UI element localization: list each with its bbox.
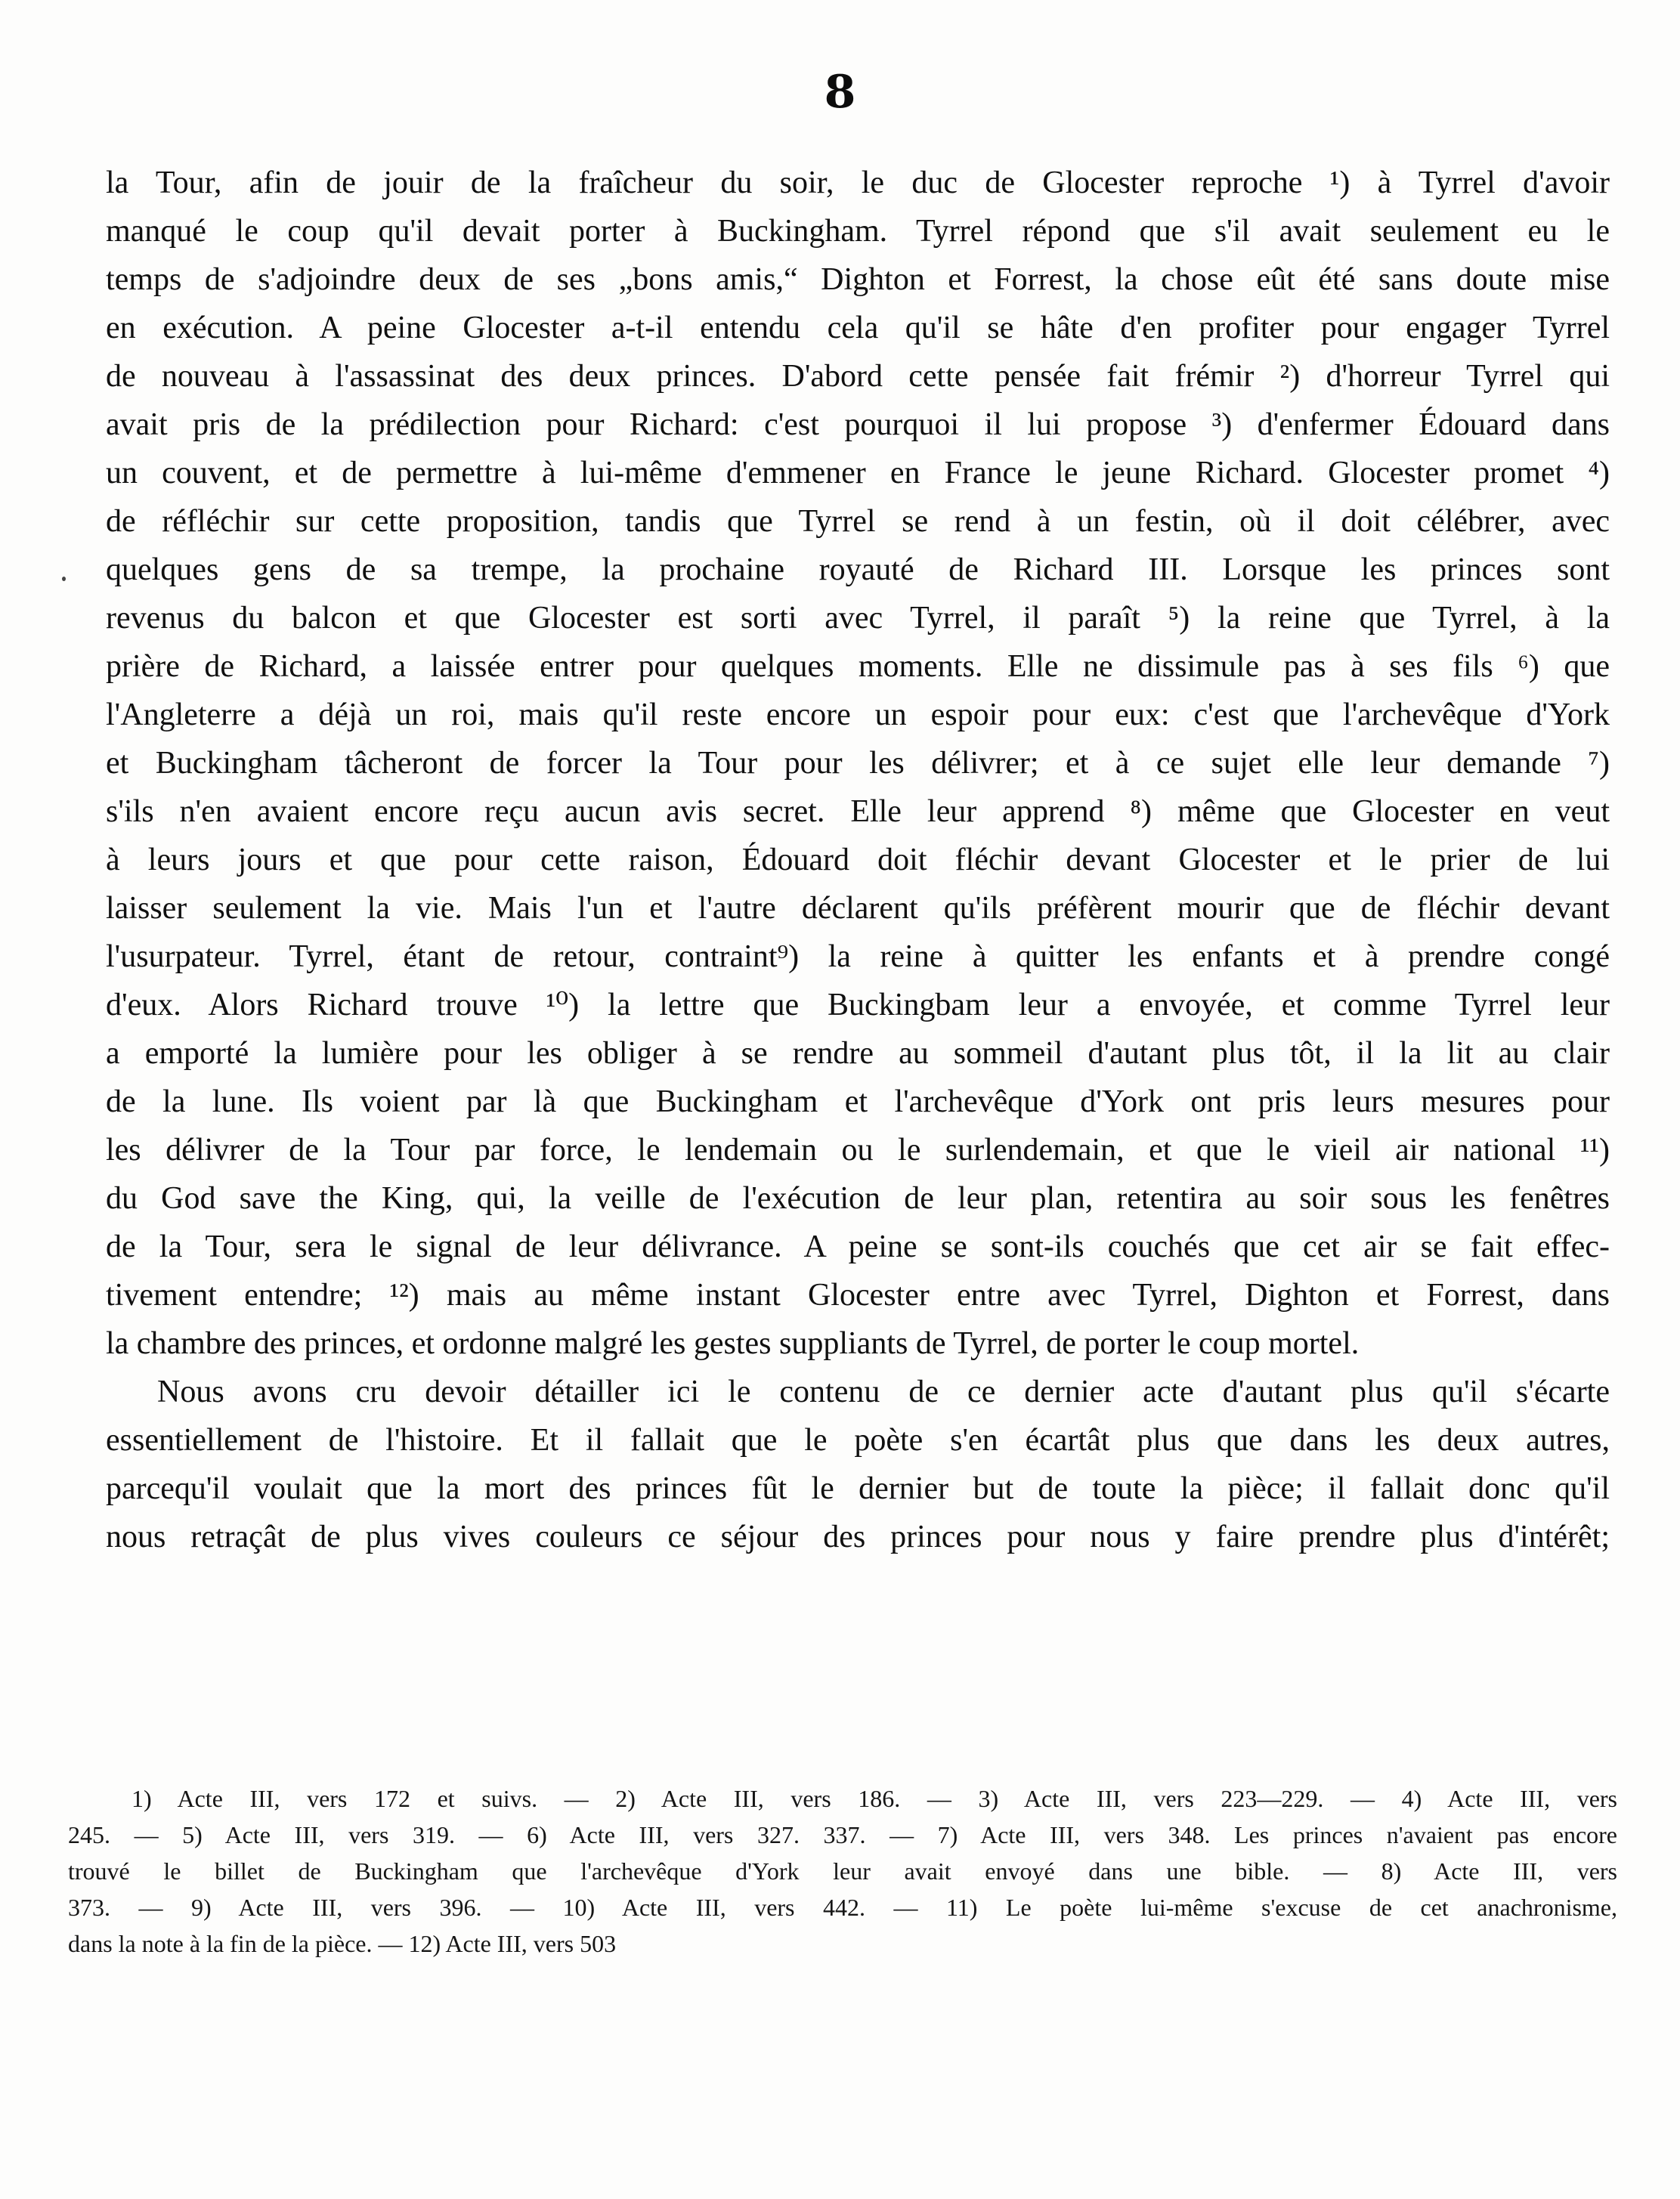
text-line: de la Tour, sera le signal de leur délivrance. A peine se sont-ils couchés que cet air se fait effec- [106,1229,1610,1264]
text-line: prière de Richard, a laissée entrer pour quelques moments. Elle ne dissimule pas à ses fils ⁶) que [106,649,1610,684]
text-line: et Buckingham tâcheront de forcer la Tour pour les délivrer; et à ce sujet elle leur demande ⁷) [106,746,1610,781]
text-line: s'ils n'en avaient encore reçu aucun avis secret. Elle leur apprend ⁸) même que Glocester en veut [106,794,1610,829]
text-line: temps de s'adjoindre deux de ses „bons amis,“ Dighton et Forrest, la chose eût été sans doute mise [106,262,1610,297]
page-number: 8 [824,66,856,119]
footnote-line: trouvé le billet de Buckingham que l'archevêque d'York leur avait envoyé dans une bible. — 8) Acte III, vers [68,1857,1617,1885]
text-line: quelques gens de sa trempe, la prochaine royauté de Richard III. Lorsque les princes sont [106,552,1610,587]
body-text [106,159,1610,1561]
footnote-line: 245. — 5) Acte III, vers 319. — 6) Acte III, vers 327. 337. — 7) Acte III, vers 348. Les princes n'avaient pas encore [68,1821,1617,1848]
text-line: de réfléchir sur cette proposition, tandis que Tyrrel se rend à un festin, où il doit célébrer, avec [106,504,1610,539]
text-line: avait pris de la prédilection pour Richard: c'est pourquoi il lui propose ³) d'enfermer Édouard dans [106,407,1610,442]
text-line: essentiellement de l'histoire. Et il fallait que le poète s'en écartât plus que dans les deux autres, [106,1423,1610,1458]
text-line: parcequ'il voulait que la mort des princes fût le dernier but de toute la pièce; il fallait donc qu'il [106,1471,1610,1506]
text-line: les délivrer de la Tour par force, le lendemain ou le surlendemain, et que le vieil air national ¹¹) [106,1133,1610,1168]
text-line: l'usurpateur. Tyrrel, étant de retour, contraint⁹) la reine à quitter les enfants et à prendre congé [106,939,1610,974]
text-line: de la lune. Ils voient par là que Buckingham et l'archevêque d'York ont pris leurs mesures pour [106,1084,1610,1119]
text-line: à leurs jours et que pour cette raison, Édouard doit fléchir devant Glocester et le prier de lui [106,843,1610,877]
ink-speck [62,577,66,581]
footnote-line: 1) Acte III, vers 172 et suivs. — 2) Acte III, vers 186. — 3) Acte III, vers 223—229. — 4) Acte III, vers [131,1785,1617,1812]
text-line: d'eux. Alors Richard trouve ¹⁰) la lettre que Buckingbam leur a envoyée, et comme Tyrrel leur [106,988,1610,1022]
text-line: a emporté la lumière pour les obliger à se rendre au sommeil d'autant plus tôt, il la lit au clair [106,1036,1610,1071]
text-line: tivement entendre; ¹²) mais au même instant Glocester entre avec Tyrrel, Dighton et Forrest, dans [106,1278,1610,1313]
text-line: manqué le coup qu'il devait porter à Buckingham. Tyrrel répond que s'il avait seulement eu le [106,214,1610,249]
text-line: revenus du balcon et que Glocester est sorti avec Tyrrel, il paraît ⁵) la reine que Tyrrel, à la [106,601,1610,636]
text-line: la chambre des princes, et ordonne malgré les gestes suppliants de Tyrrel, de porter le coup mortel. [106,1326,1360,1361]
footnote-line: dans la note à la fin de la pièce. — 12) Acte III, vers 503 [68,1930,617,1957]
text-line: en exécution. A peine Glocester a-t-il entendu cela qu'il se hâte d'en profiter pour engager Tyrrel [106,311,1610,345]
text-line: un couvent, et de permettre à lui-même d'emmener en France le jeune Richard. Glocester promet ⁴) [106,456,1610,490]
text-line: nous retraçât de plus vives couleurs ce séjour des princes pour nous y faire prendre plus d'intérêt; [106,1520,1610,1554]
text-line: l'Angleterre a déjà un roi, mais qu'il reste encore un espoir pour eux: c'est que l'archevêque d'York [106,697,1610,732]
text-line: la Tour, afin de jouir de la fraîcheur du soir, le duc de Glocester reproche ¹) à Tyrrel d'avoir [106,165,1610,200]
text-line: laisser seulement la vie. Mais l'un et l'autre déclarent qu'ils préfèrent mourir que de fléchir devant [106,891,1610,926]
footnote-line: 373. — 9) Acte III, vers 396. — 10) Acte III, vers 442. — 11) Le poète lui-même s'excuse de cet anachronisme, [68,1894,1617,1921]
paragraph-start-line: Nous avons cru devoir détailler ici le contenu de ce dernier acte d'autant plus qu'il s'écarte [157,1375,1610,1409]
text-line: de nouveau à l'assassinat des deux princes. D'abord cette pensée fait frémir ²) d'horreur Tyrrel qui [106,359,1610,394]
text-line: du God save the King, qui, la veille de l'exécution de leur plan, retentira au soir sous les fenêtres [106,1181,1610,1216]
footnotes [68,1780,1617,1962]
